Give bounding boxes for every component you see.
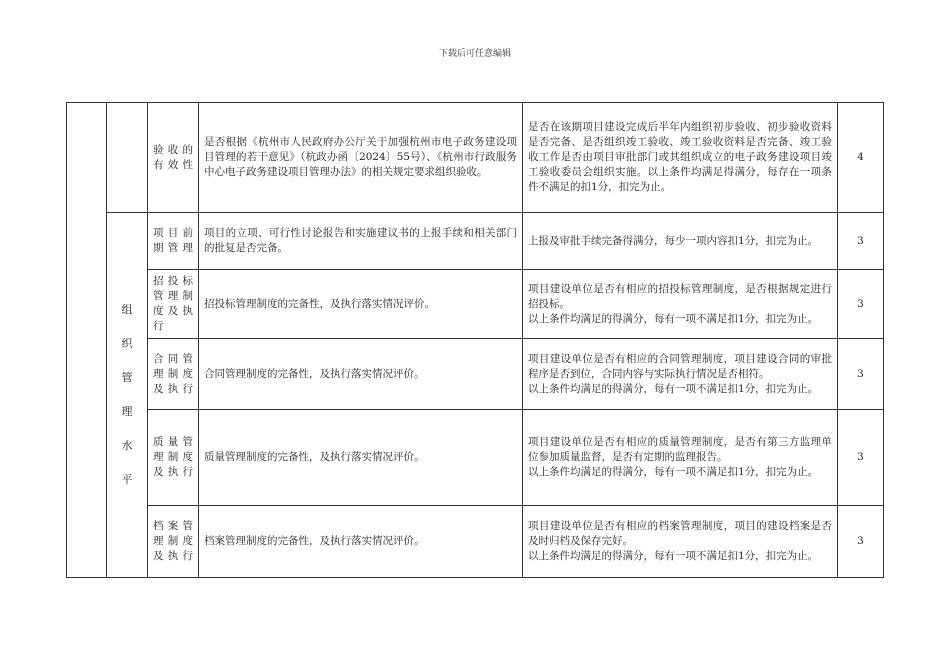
item-name-cell: 验收的有效性 [148, 103, 199, 213]
content-cell: 是否根据《杭州市人民政府办公厅关于加强杭州市电子政务建设项目管理的若干意见》（杭政办函〔2024〕55号）、《杭州市行政服务中心电子政务建设项目管理办法》的相关规定要求组织验收。 [199, 103, 523, 213]
category-char: 理 [121, 405, 133, 418]
table-row [67, 270, 884, 339]
score-cell: 3 [838, 270, 884, 339]
score-cell: 3 [838, 213, 884, 270]
category-char: 织 [121, 337, 133, 350]
page-header: 下载后可任意编辑 [438, 49, 511, 59]
item-name-cell: 项目前期管理 [148, 213, 199, 270]
blank-cell [67, 103, 107, 578]
category-char: 平 [121, 473, 133, 486]
content-cell: 项目的立项、可行性讨论报告和实施建议书的上报手续和相关部门的批复是否完备。 [199, 213, 523, 270]
evaluation-table [66, 102, 884, 578]
content-cell: 合同管理制度的完备性，及执行落实情况评价。 [199, 339, 523, 410]
category-label [112, 303, 142, 487]
score-cell: 3 [838, 339, 884, 410]
score-cell: 4 [838, 103, 884, 213]
criteria-cell: 项目建设单位是否有相应的合同管理制度，项目建设合同的审批程序是否到位，合同内容与实际执行情况是否相符。 以上条件均满足的得满分，每有一项不满足扣1分，扣完为止。 [523, 339, 838, 410]
table-row [67, 339, 884, 410]
item-name-cell: 质量管理制度及执行 [148, 410, 199, 506]
item-name-cell: 合同管理制度及执行 [148, 339, 199, 410]
category-char: 组 [121, 303, 133, 316]
content-cell: 招投标管理制度的完备性，及执行落实情况评价。 [199, 270, 523, 339]
criteria-cell: 项目建设单位是否有相应的档案管理制度，项目的建设档案是否及时归档及保存完好。 以上条件均满足的得满分，每有一项不满足扣1分，扣完为止。 [523, 506, 838, 578]
criteria-cell: 是否在该期项目建设完成后半年内组织初步验收、初步验收资料是否完备、是否组织竣工验收、竣工验收资料是否完备、竣工验收工作是否由项目审批部门或其组织成立的电子政务建设项目竣工验收委员会组织实施。以上条件均满足得满分，每存在一项条件不满足的扣1分，扣完为止。 [523, 103, 838, 213]
criteria-cell: 上报及审批手续完备得满分，每少一项内容扣1分，扣完为止。 [523, 213, 838, 270]
item-name-cell: 招投标管理制度及执行 [148, 270, 199, 339]
criteria-cell: 项目建设单位是否有相应的招投标管理制度，是否根据规定进行招投标。 以上条件均满足的得满分，每有一项不满足扣1分，扣完为止。 [523, 270, 838, 339]
category-char: 水 [121, 439, 133, 452]
category-cell [107, 213, 148, 578]
category-char: 管 [121, 371, 133, 384]
score-cell: 3 [838, 506, 884, 578]
table-row [67, 103, 884, 213]
table-row [67, 410, 884, 506]
item-name-cell: 档案管理制度及执行 [148, 506, 199, 578]
table-row [67, 506, 884, 578]
content-cell: 质量管理制度的完备性，及执行落实情况评价。 [199, 410, 523, 506]
score-cell: 3 [838, 410, 884, 506]
table-row [67, 213, 884, 270]
criteria-cell: 项目建设单位是否有相应的质量管理制度，是否有第三方监理单位参加质量监督，是否有定期的监理报告。 以上条件均满足的得满分，每有一项不满足扣1分，扣完为止。 [523, 410, 838, 506]
content-cell: 档案管理制度的完备性，及执行落实情况评价。 [199, 506, 523, 578]
blank-cell [107, 103, 148, 213]
